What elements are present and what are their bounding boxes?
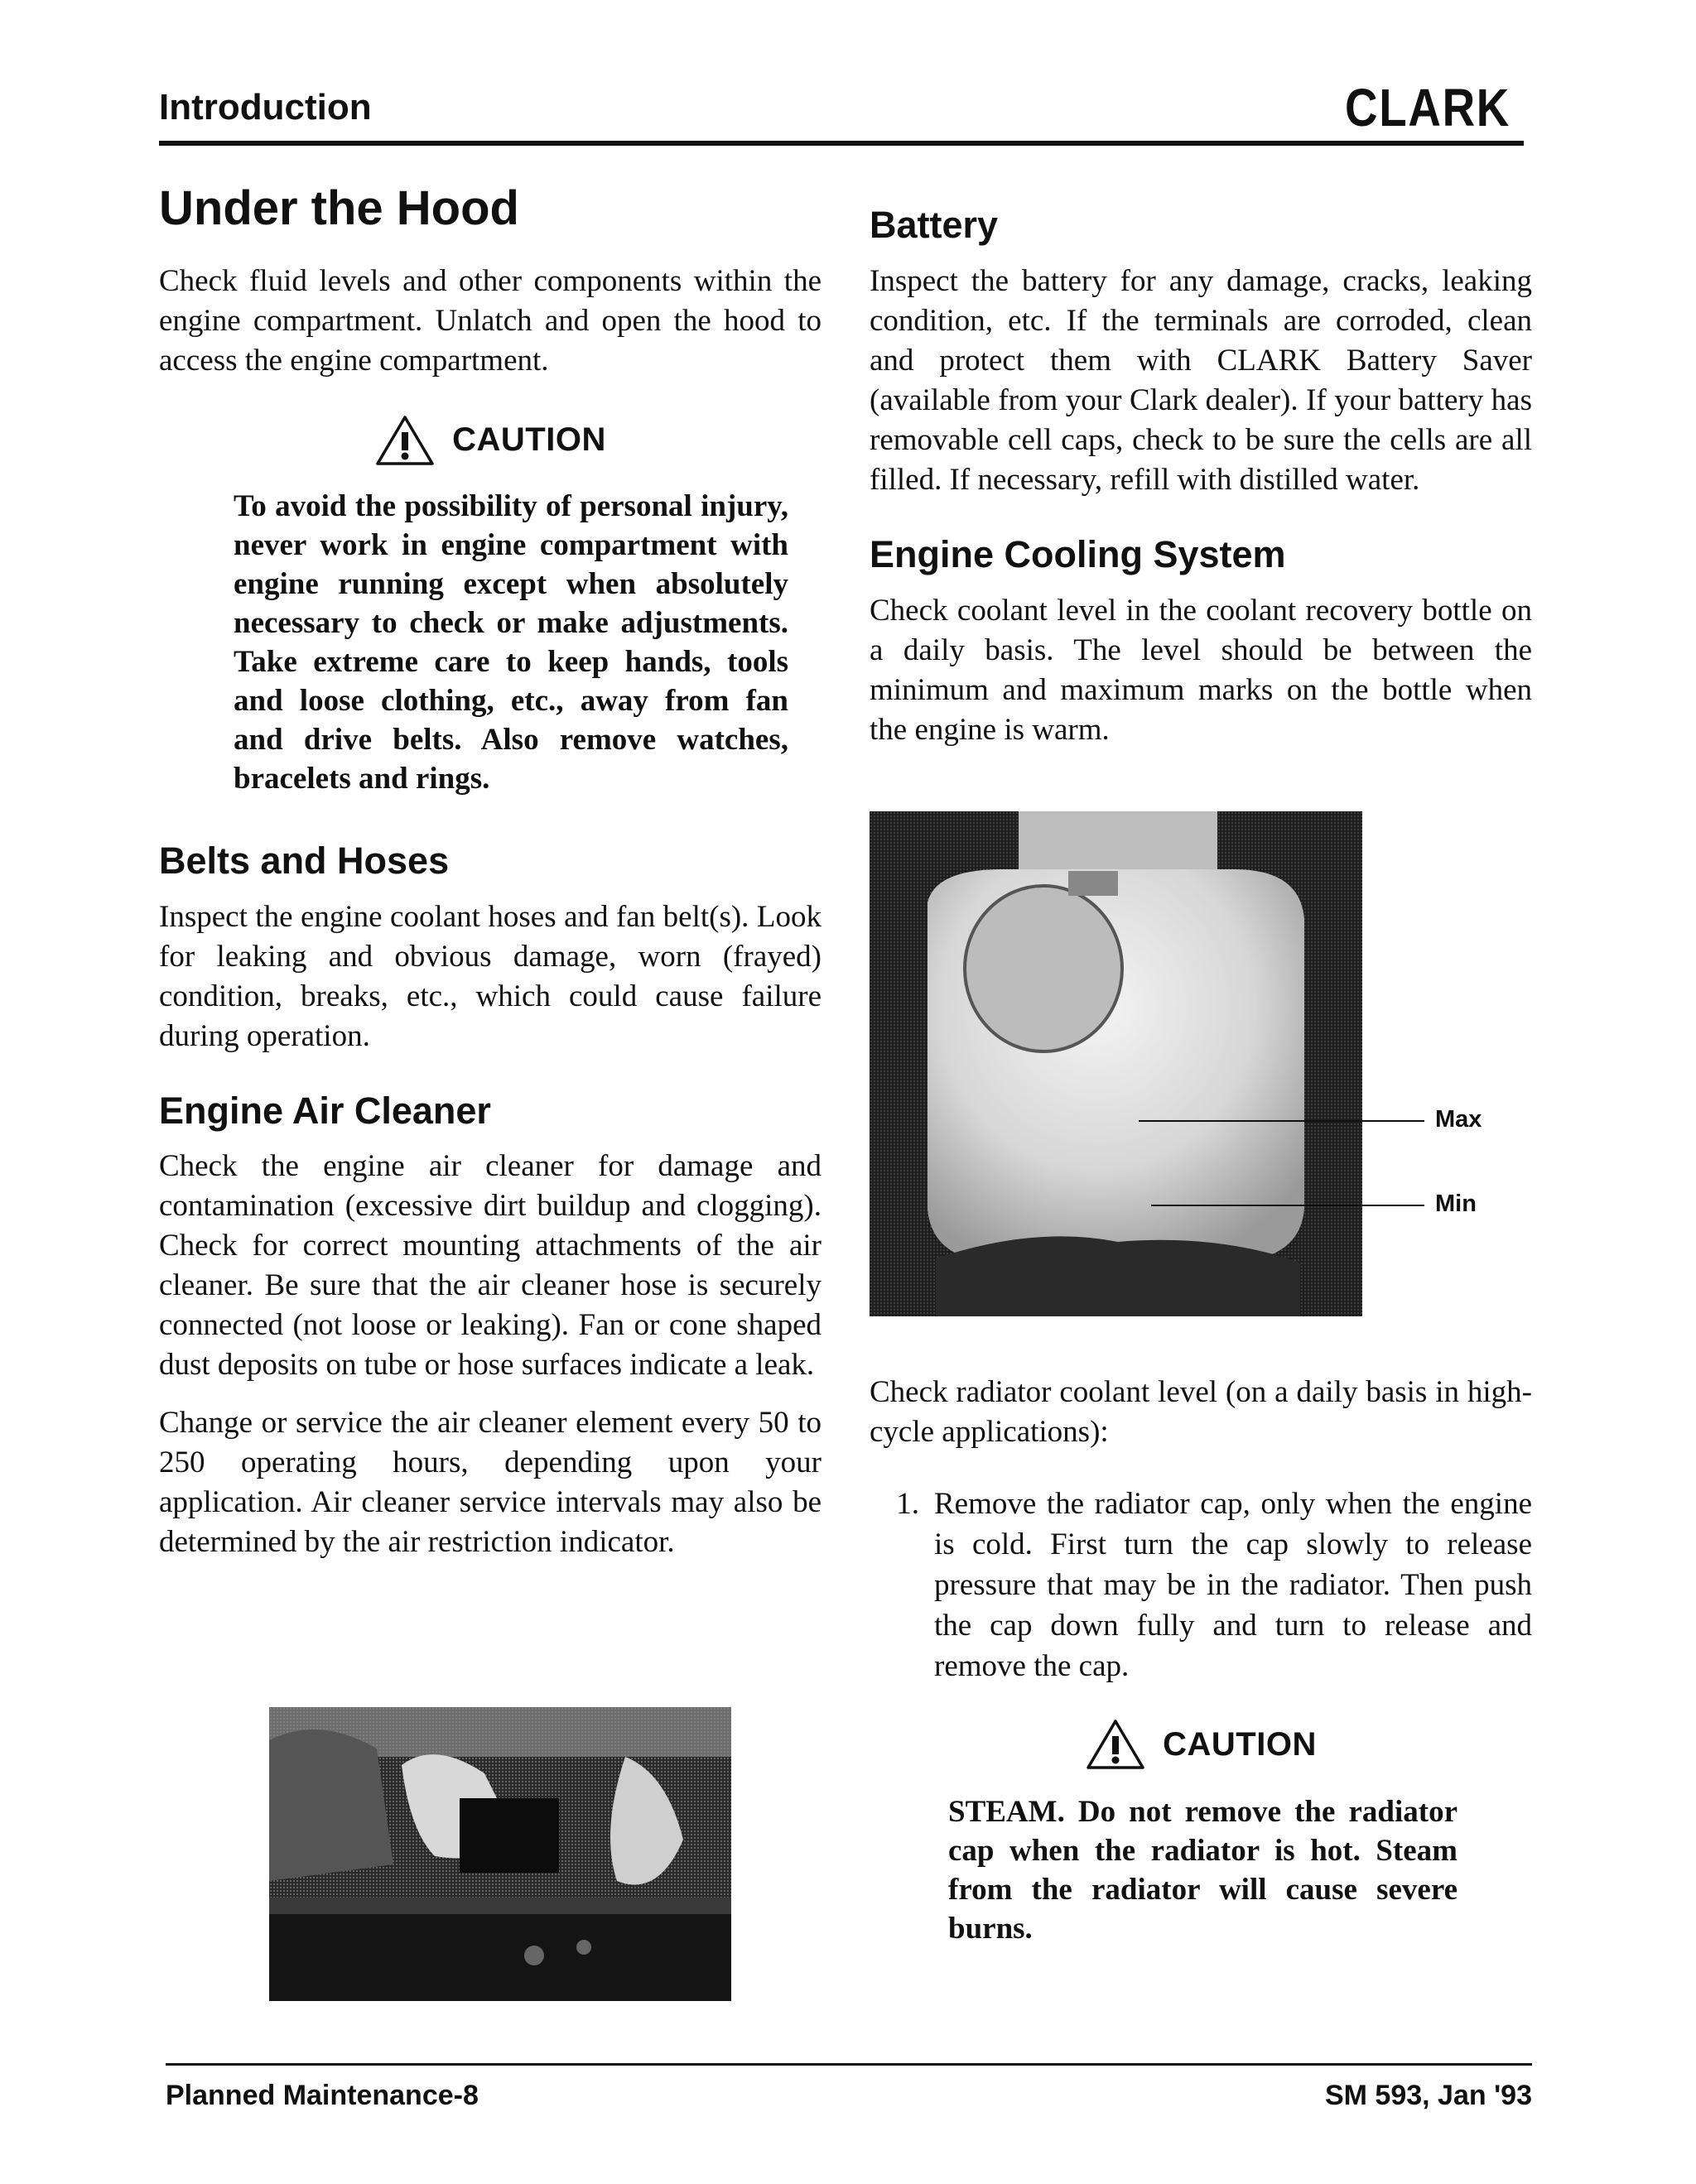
caution-text-2: STEAM. Do not remove the radiator cap when the radiator is hot. Steam from the radiator will cause severe burns. bbox=[948, 1795, 1458, 1946]
page-title: Under the Hood bbox=[159, 181, 519, 235]
header-rule bbox=[159, 141, 1524, 146]
footer-rule bbox=[166, 2063, 1532, 2066]
coolant-bottle-photo bbox=[870, 811, 1362, 1316]
caution-heading bbox=[159, 414, 822, 467]
footer-doc-ref: SM 593, Jan '93 bbox=[1324, 2080, 1532, 2111]
max-label: Max bbox=[1435, 1106, 1482, 1133]
air-cleaner-text: Check the engine air cleaner for damage and contamination (excessive dirt buildup and clogging). Check for correct mounting attachments of the air cleaner. Be sure that the air cleaner hose is securely connected (not loose or leaking). Fan or cone shaped dust deposits on tube or hose surfaces indicate a leak. bbox=[159, 1149, 822, 1383]
battery-text: Inspect the battery for any damage, cracks, leaking condition, etc. If the terminals are corroded, clean and protect them with CLARK Battery Saver (available from your Clark dealer). If your battery has removable cell caps, check to be sure the cells are all filled. If necessary, refill with distilled water. bbox=[870, 263, 1532, 497]
belts-hoses-heading: Belts and Hoses bbox=[159, 839, 450, 882]
right-column bbox=[870, 182, 1532, 775]
warning-triangle-icon bbox=[374, 414, 436, 467]
clark-logo bbox=[1342, 78, 1519, 137]
battery-heading: Battery bbox=[870, 204, 999, 246]
belts-hoses-text: Inspect the engine coolant hoses and fan belt(s). Look for leaking and obvious damage, worn (frayed) condition, breaks, etc., which could cause failure during operation. bbox=[159, 899, 822, 1053]
section-title: Introduction bbox=[159, 87, 372, 127]
air-cleaner-heading: Engine Air Cleaner bbox=[159, 1089, 491, 1132]
max-callout-line bbox=[1139, 1120, 1424, 1122]
min-label: Min bbox=[1435, 1191, 1477, 1217]
caution-text: To avoid the possibility of personal injury, never work in engine compartment with engine running except when absolutely necessary to check or make adjustments. Take extreme care to keep hands, tools and loose clothing, etc., away from fan and drive belts. Also remove watches, bracelets and rings. bbox=[234, 488, 788, 796]
cooling-heading: Engine Cooling System bbox=[870, 532, 1286, 575]
min-callout-line bbox=[1151, 1205, 1424, 1206]
clark-logo-text: CLARK bbox=[1345, 78, 1510, 137]
footer-page-label: Planned Maintenance-8 bbox=[166, 2080, 479, 2111]
cooling-text: Check coolant level in the coolant recovery bottle on a daily basis. The level should be between the minimum and maximum marks on the bottle when the engine is warm. bbox=[870, 593, 1532, 747]
list-item bbox=[886, 1484, 1532, 1686]
step-text: Remove the radiator cap, only when the engine is cold. First turn the cap slowly to release pressure that may be in the radiator. Then push the cap down fully and turn to release and remove the cap. bbox=[934, 1487, 1532, 1683]
air-cleaner-service-text: Change or service the air cleaner element every 50 to 250 operating hours, depending upon your application. Air cleaner service intervals may also be determined by the air restriction indicator. bbox=[159, 1406, 822, 1560]
caution-label-2: CAUTION bbox=[1163, 1725, 1317, 1763]
radiator-intro: Check radiator coolant level (on a daily basis in high-cycle applications): bbox=[870, 1375, 1532, 1449]
air-cleaner-photo bbox=[269, 1707, 731, 2001]
left-column bbox=[159, 182, 822, 1587]
intro-paragraph: Check fluid levels and other components within the engine compartment. Unlatch and open the hood to access the engine compartment. bbox=[159, 263, 822, 378]
radiator-section bbox=[870, 1373, 1532, 1948]
caution-heading-2 bbox=[870, 1718, 1532, 1771]
warning-triangle-icon bbox=[1085, 1718, 1146, 1771]
step-number: 1. bbox=[896, 1487, 919, 1521]
caution-label: CAUTION bbox=[452, 421, 606, 459]
